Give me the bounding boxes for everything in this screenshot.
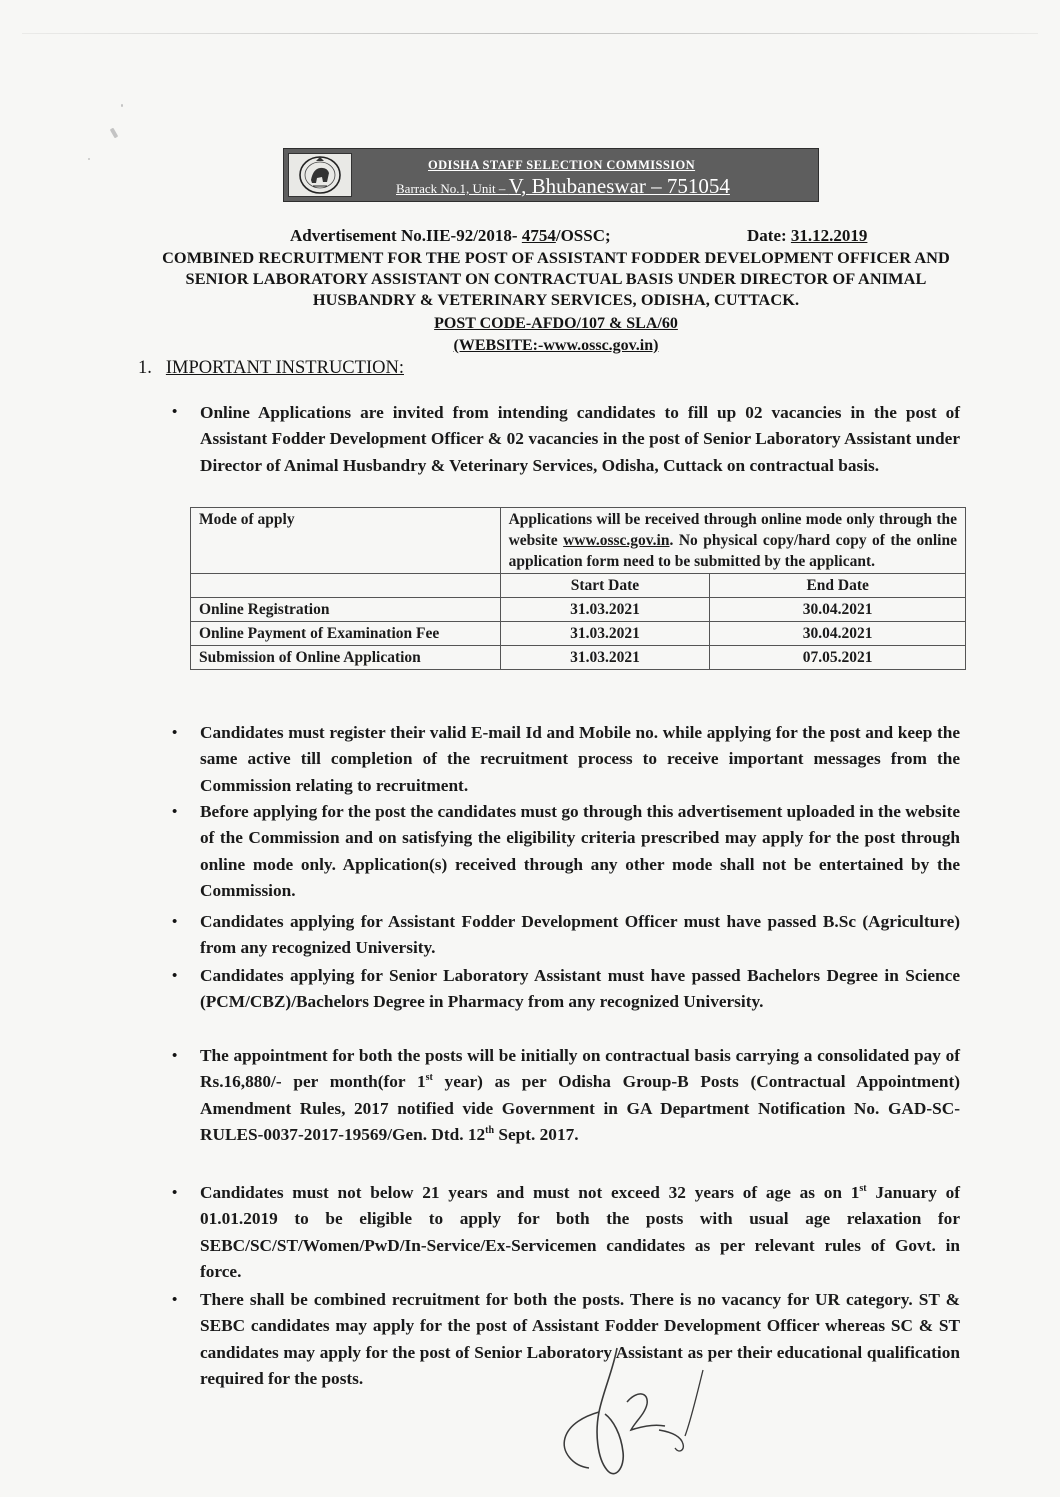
section-title: IMPORTANT INSTRUCTION: [165,358,404,378]
row-start-date: 31.03.2021 [500,598,710,622]
bullet-icon: • [172,914,178,930]
commission-letterhead [283,148,819,202]
bullet-icon: • [172,804,178,820]
instruction-email-mobile: Candidates must register their valid E-mail Id and Mobile no. while applying for the post and keep the same active till completion of the recruitment process to receive important messages from the Commission relating to recruitment. [200,723,960,795]
advertisement-prefix: Advertisement No.IIE-92/2018- [290,226,522,245]
row-end-date: 30.04.2021 [710,598,966,622]
recruitment-title: COMBINED RECRUITMENT FOR THE POST OF ASSISTANT FODDER DEVELOPMENT OFFICER AND SENIOR LABORATORY ASSISTANT ON CONTRACTUAL BASIS UNDER DIRECTOR OF ANIMAL HUSBANDRY & VETERINARY SERVICES, ODISHA, CUTTACK. [162,248,950,309]
date-value: 31.12.2019 [790,226,868,245]
table-row [191,646,966,670]
odisha-emblem-icon [288,153,352,197]
section-number: 1. [138,358,152,378]
instruction-pay-terms [200,1043,960,1148]
mode-label-cell: Mode of apply [191,508,501,574]
pay-text-part-3: Sept. 2017. [494,1124,579,1144]
end-date-header: End Date [710,574,966,598]
ordinal-suffix: st [425,1072,433,1084]
pay-text-part-2: year) as per Odisha Group-B Posts (Contractual Appointment) Amendment Rules, 2017 notified vide Government in GA Department Notification No. GAD-SC-RULES-0037-2017-19569/Gen. Dtd. 12 [200,1072,960,1144]
age-text-part-2: January of 01.01.2019 to be eligible to apply for both the posts with usual age relaxation for SEBC/SC/ST/Women/PwD/In-Service/Ex-Servicemen candidates as per relevant rules of Govt. in force. [200,1183,960,1281]
advertisement-number [290,226,611,246]
mode-description-cell [500,508,965,574]
instruction-sla-qualification: Candidates applying for Senior Laboratory Assistant must have passed Bachelors Degree in Science (PCM/CBZ)/Bachelors Degree in Pharmacy from any recognized University. [200,966,960,1012]
row-label: Submission of Online Application [191,646,501,670]
section-heading [138,358,404,379]
ordinal-suffix: st [859,1183,867,1195]
row-label: Online Payment of Examination Fee [191,622,501,646]
bullet-icon: • [172,1185,178,1201]
scan-speck [110,128,118,139]
mode-text-start: Applications will be received through online mode only through the website [508,511,957,549]
commission-name: ODISHA STAFF SELECTION COMMISSION [428,158,696,172]
ordinal-suffix: th [485,1125,495,1137]
address-unit: Barrack No.1, Unit – [396,181,509,196]
address-city: V, Bhubaneswar – 751054 [508,174,730,198]
bullet-icon: • [172,1292,178,1308]
instruction-age-limit [200,1180,960,1285]
table-row [191,598,966,622]
row-start-date: 31.03.2021 [500,646,710,670]
table-header-row [191,574,966,598]
instruction-combined-recruitment: There shall be combined recruitment for both the posts. There is no vacancy for UR category. ST & SEBC candidates may apply for the post of Assistant Fodder Development Officer whereas SC & ST candidates may apply for the post of Senior Laboratory Assistant as per their educational qualification required for the posts. [200,1290,960,1388]
pay-text-part-1: The appointment for both the posts will be initially on contractual basis carrying a consolidated pay of Rs.16,880/- per month(for 1 [200,1046,960,1092]
age-text-part-1: Candidates must not below 21 years and must not exceed 32 years of age as on 1 [200,1183,860,1202]
row-end-date: 07.05.2021 [710,646,966,670]
scan-speck [121,104,123,107]
ossc-website-link[interactable]: www.ossc.gov.in [563,532,670,549]
application-schedule-table [190,507,966,670]
advertisement-serial: 4754 [521,226,556,245]
date-label: Date: [747,226,791,245]
table-row [191,622,966,646]
handwritten-signature [555,1340,715,1490]
mode-text-end: . No physical copy/hard copy of the online application form need to be submitted by the applicant. [508,532,957,570]
scan-speck [88,158,90,160]
instruction-afdo-qualification: Candidates applying for Assistant Fodder Development Officer must have passed B.Sc (Agriculture) from any recognized University. [200,912,960,958]
scan-edge-line [22,33,1038,34]
row-label: Online Registration [191,598,501,622]
row-end-date: 30.04.2021 [710,622,966,646]
intro-paragraph: Online Applications are invited from intending candidates to fill up 02 vacancies in the post of Assistant Fodder Development Officer & 02 vacancies in the post of Senior Laboratory Assistant under Director of Animal Husbandry & Veterinary Services, Odisha, Cuttack on contractual basis. [200,403,960,475]
website-reference: (WEBSITE:-www.ossc.gov.in) [453,337,659,354]
bullet-icon: • [172,725,178,741]
start-date-header: Start Date [500,574,710,598]
bullet-icon: • [172,968,178,984]
row-start-date: 31.03.2021 [500,622,710,646]
advertisement-suffix: /OSSC; [555,226,611,245]
commission-address [396,173,730,202]
bullet-icon: • [172,1048,178,1064]
empty-header-cell [191,574,501,598]
table-row [191,508,966,574]
post-code: POST CODE-AFDO/107 & SLA/60 [434,315,678,332]
advertisement-date [747,226,867,246]
instruction-eligibility: Before applying for the post the candidates must go through this advertisement uploaded in the website of the Commission and on satisfying the eligibility criteria prescribed may apply for the post through online mode only. Application(s) received through any other mode shall not be entertained by the Commission. [200,802,960,900]
bullet-icon: • [172,404,178,420]
